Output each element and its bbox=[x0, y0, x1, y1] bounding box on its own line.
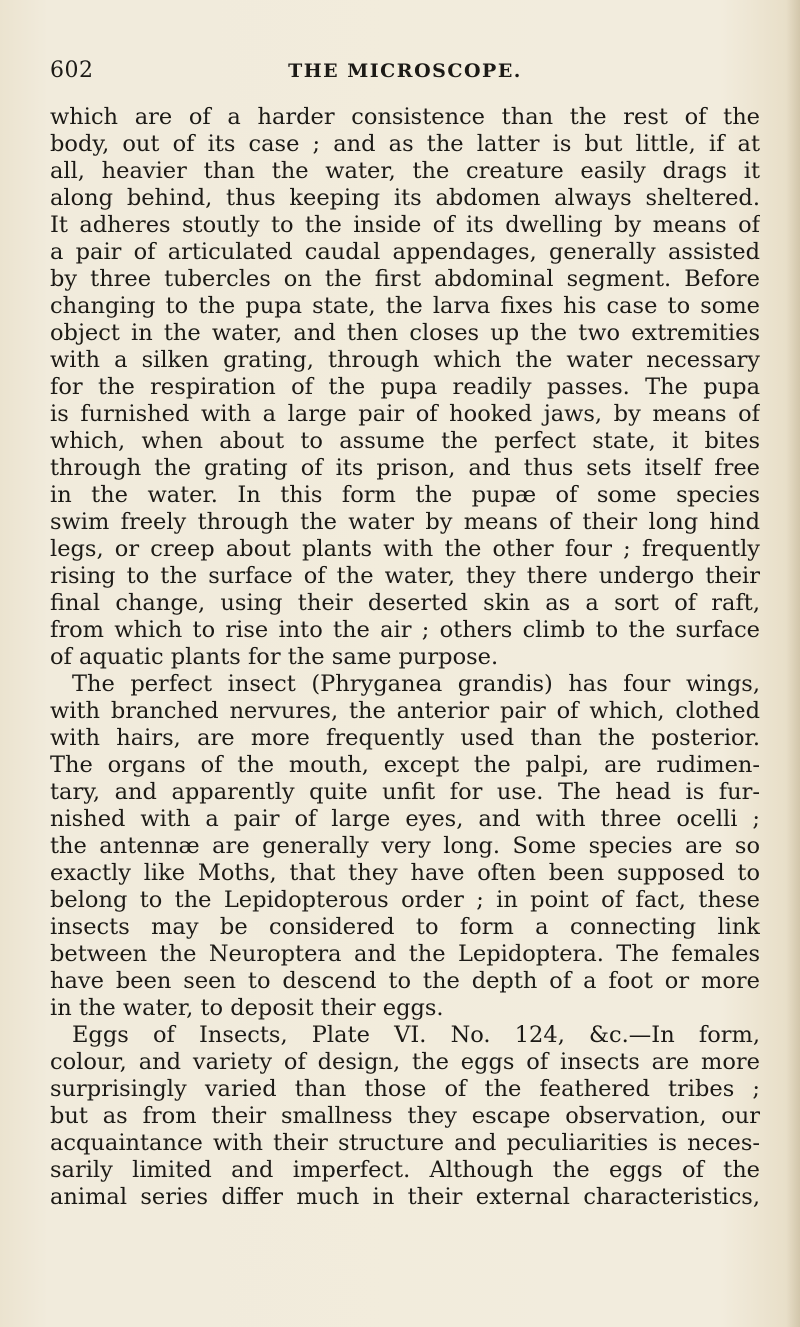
text-line: with branched nervures, the anterior pair of which, clothed bbox=[50, 698, 760, 724]
text-line: acquaintance with their structure and peculiarities is neces- bbox=[50, 1130, 760, 1156]
text-line: have been seen to descend to the depth of a foot or more bbox=[50, 968, 760, 994]
text-line: sarily limited and imperfect. Although the eggs of the bbox=[50, 1157, 760, 1183]
text-line: It adheres stoutly to the inside of its dwelling by means of bbox=[50, 212, 760, 238]
text-line: rising to the surface of the water, they there undergo their bbox=[50, 563, 760, 589]
text-line: colour, and variety of design, the eggs of insects are more bbox=[50, 1049, 760, 1075]
paragraph-start-line: Eggs of Insects, Plate VI. No. 124, &c.—In form, bbox=[72, 1022, 760, 1048]
text-line: exactly like Moths, that they have often been supposed to bbox=[50, 860, 760, 886]
text-line: is furnished with a large pair of hooked jaws, by means of bbox=[50, 401, 760, 427]
running-title: THE MICROSCOPE. bbox=[288, 60, 522, 82]
text-line: surprisingly varied than those of the feathered tribes ; bbox=[50, 1076, 760, 1102]
text-line: in the water. In this form the pupæ of some species bbox=[50, 482, 760, 508]
text-line: but as from their smallness they escape observation, our bbox=[50, 1103, 760, 1129]
text-line: body, out of its case ; and as the latter is but little, if at bbox=[50, 131, 760, 157]
text-line: all, heavier than the water, the creature easily drags it bbox=[50, 158, 760, 184]
text-line: a pair of articulated caudal appendages, generally assisted bbox=[50, 239, 760, 265]
text-line: which, when about to assume the perfect state, it bites bbox=[50, 428, 760, 454]
text-line: along behind, thus keeping its abdomen always sheltered. bbox=[50, 185, 760, 211]
text-line: for the respiration of the pupa readily passes. The pupa bbox=[50, 374, 760, 400]
text-line: with hairs, are more frequently used than the posterior. bbox=[50, 725, 760, 751]
text-line: by three tubercles on the first abdominal segment. Before bbox=[50, 266, 760, 292]
text-line: swim freely through the water by means of their long hind bbox=[50, 509, 760, 535]
paragraph-end-line: of aquatic plants for the same purpose. bbox=[50, 644, 499, 670]
text-line: from which to rise into the air ; others climb to the surface bbox=[50, 617, 760, 643]
text-line: nished with a pair of large eyes, and with three ocelli ; bbox=[50, 806, 760, 832]
text-line: the antennæ are generally very long. Some species are so bbox=[50, 833, 760, 859]
text-line: changing to the pupa state, the larva fixes his case to some bbox=[50, 293, 760, 319]
page-edge-shadow bbox=[786, 0, 800, 1327]
text-line: final change, using their deserted skin as a sort of raft, bbox=[50, 590, 760, 616]
page-header bbox=[50, 58, 760, 88]
text-line: through the grating of its prison, and thus sets itself free bbox=[50, 455, 760, 481]
text-line: which are of a harder consistence than the rest of the bbox=[50, 104, 760, 130]
body-text bbox=[50, 104, 760, 1211]
text-line: object in the water, and then closes up the two extremities bbox=[50, 320, 760, 346]
text-line: tary, and apparently quite unfit for use. The head is fur- bbox=[50, 779, 760, 805]
paragraph-start-line: The perfect insect (Phryganea grandis) has four wings, bbox=[72, 671, 760, 697]
text-line: legs, or creep about plants with the other four ; frequently bbox=[50, 536, 760, 562]
text-line: The organs of the mouth, except the palpi, are rudimen- bbox=[50, 752, 760, 778]
text-line: animal series differ much in their external characteristics, bbox=[50, 1184, 760, 1210]
paragraph-end-line: in the water, to deposit their eggs. bbox=[50, 995, 444, 1021]
text-line: between the Neuroptera and the Lepidoptera. The females bbox=[50, 941, 760, 967]
text-line: belong to the Lepidopterous order ; in point of fact, these bbox=[50, 887, 760, 913]
page-number: 602 bbox=[50, 58, 94, 83]
text-line: with a silken grating, through which the water necessary bbox=[50, 347, 760, 373]
text-line: insects may be considered to form a connecting link bbox=[50, 914, 760, 940]
